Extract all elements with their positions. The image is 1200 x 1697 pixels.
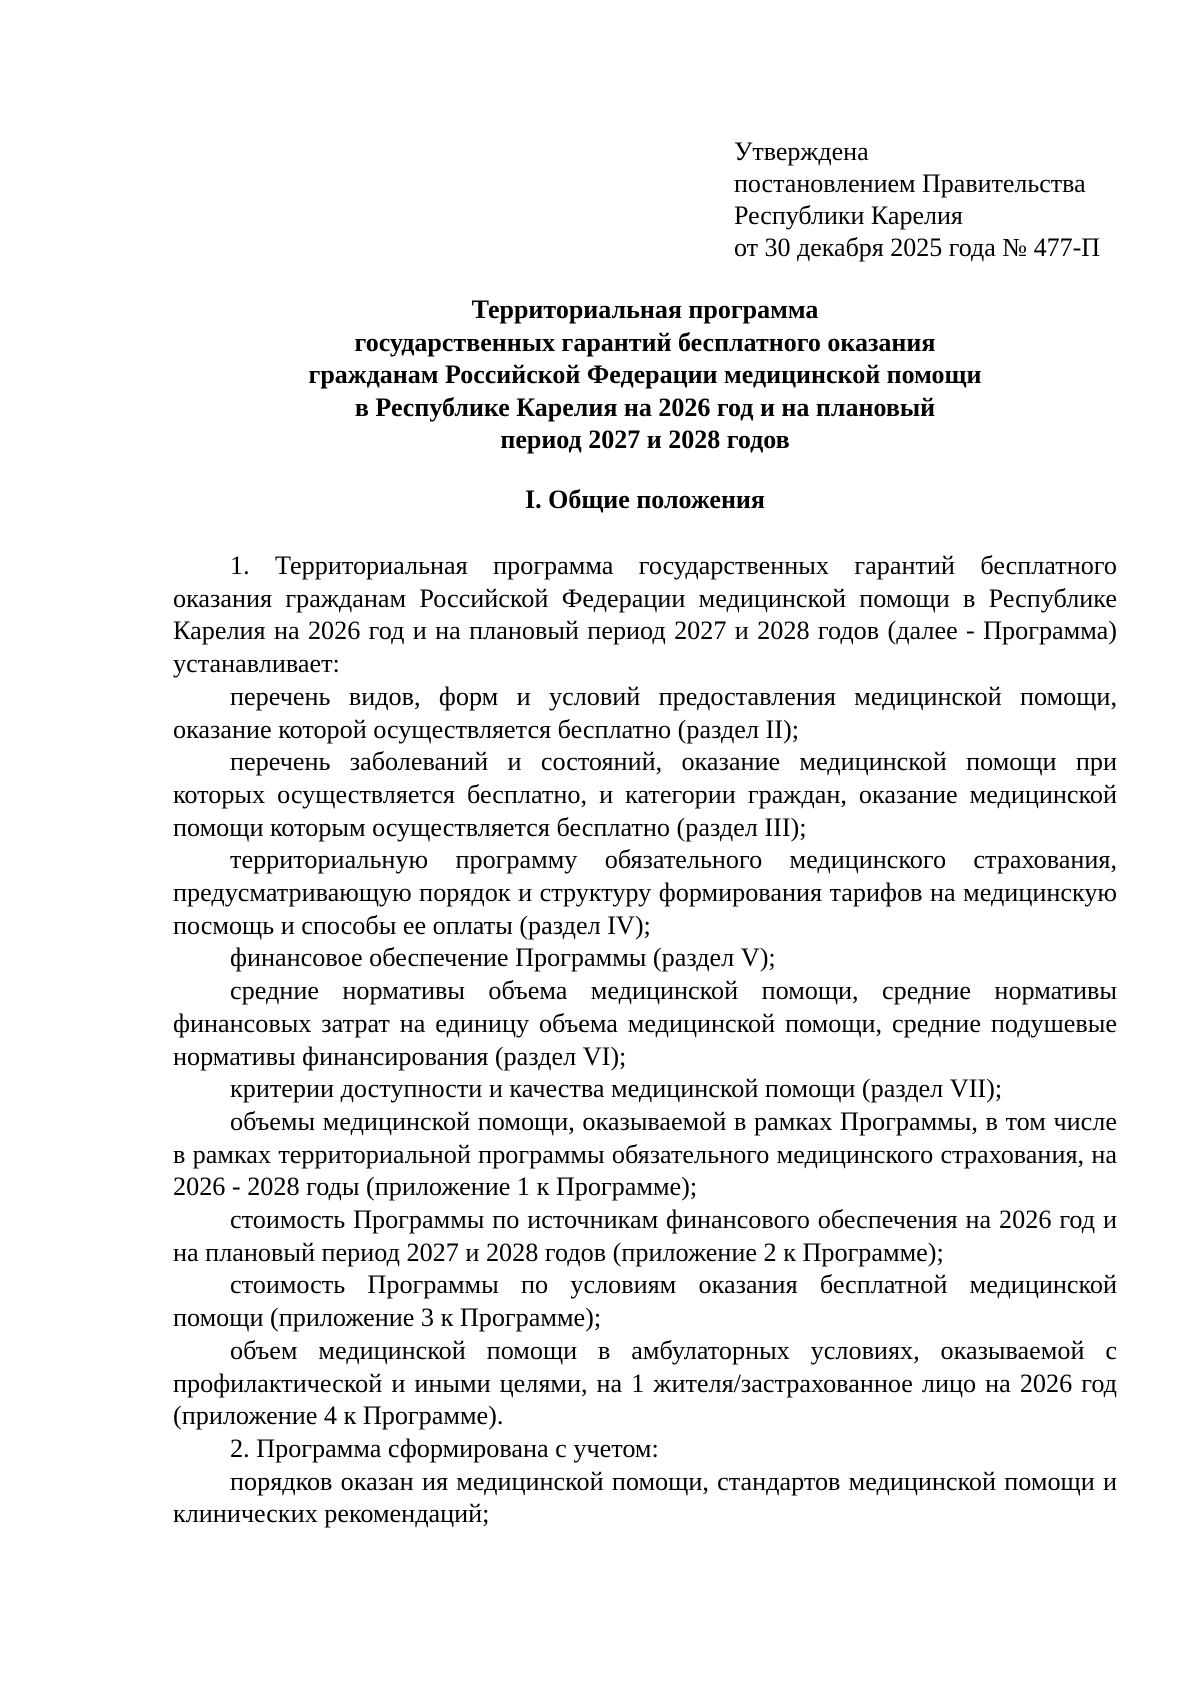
paragraph: объем медицинской помощи в амбулаторных условиях, оказываемой с профилактической и иными целями, на 1 жителя/застрахованное лицо на 2026 год (приложение 4 к Программе). — [173, 1335, 1117, 1431]
paragraph: финансовое обеспечение Программы (раздел V); — [230, 943, 776, 973]
title-line: гражданам Российской Федерации медицинской помощи — [308, 360, 982, 389]
title-line: период 2027 и 2028 годов — [500, 425, 790, 454]
section-heading: I. Общие положения — [525, 485, 765, 514]
paragraph: 2. Программа сформирована с учетом: — [230, 1433, 659, 1463]
paragraph: средние нормативы объема медицинской помощи, средние нормативы финансовых затрат на единицу объема медицинской помощи, средние подушевые нормативы финансирования (раздел VI); — [173, 976, 1117, 1071]
paragraph: объемы медицинской помощи, оказываемой в рамках Программы, в том числе в рамках территориальной программы обязательного медицинского страхования, на 2026 - 2028 годы (приложение 1 к Программе); — [173, 1106, 1117, 1202]
document-title — [170, 294, 1120, 457]
paragraph: стоимость Программы по условиям оказания бесплатной медицинской помощи (приложение 3 к Программе); — [173, 1270, 1117, 1333]
approval-line: постановлением Правительства — [734, 169, 1086, 198]
paragraph: перечень видов, форм и условий предоставления медицинской помощи, оказание которой осуществляется бесплатно (раздел II); — [173, 681, 1117, 744]
approval-line: Республики Карелия — [734, 201, 963, 230]
title-line: государственных гарантий бесплатного оказания — [354, 327, 936, 357]
paragraph: критерии доступности и качества медицинской помощи (раздел VII); — [230, 1074, 1003, 1104]
paragraph: порядков оказан ия медицинской помощи, стандартов медицинской помощи и клинических рекомендаций; — [173, 1466, 1117, 1529]
approval-line: Утверждена — [734, 137, 869, 166]
paragraph: 1. Территориальная программа государственных гарантий бесплатного оказания гражданам Российской Федерации медицинской помощи в Республике Карелия на 2026 год и на плановый период 2027 и 2028 годов (далее - Программа) устанавливает: — [173, 551, 1117, 679]
approval-date-line: от 30 декабря 2025 года № 477-П — [734, 233, 1101, 262]
title-line: Территориальная программа — [471, 295, 819, 324]
paragraph: перечень заболеваний и состояний, оказание медицинской помощи при которых осуществляется бесплатно, и категории граждан, оказание медицинской помощи которым осуществляется бесплатно (раздел III); — [173, 747, 1117, 842]
title-line: в Республике Карелия на 2026 год и на плановый — [354, 392, 936, 422]
paragraph: территориальную программу обязательного медицинского страхования, предусматривающую порядок и структуру формирования тарифов на медицинскую посмощь и способы ее оплаты (раздел IV); — [173, 845, 1117, 940]
paragraph: стоимость Программы по источникам финансового обеспечения на 2026 год и на плановый период 2027 и 2028 годов (приложение 2 к Программе); — [173, 1205, 1117, 1267]
document-body — [173, 550, 1117, 1531]
approval-block — [734, 136, 1100, 264]
